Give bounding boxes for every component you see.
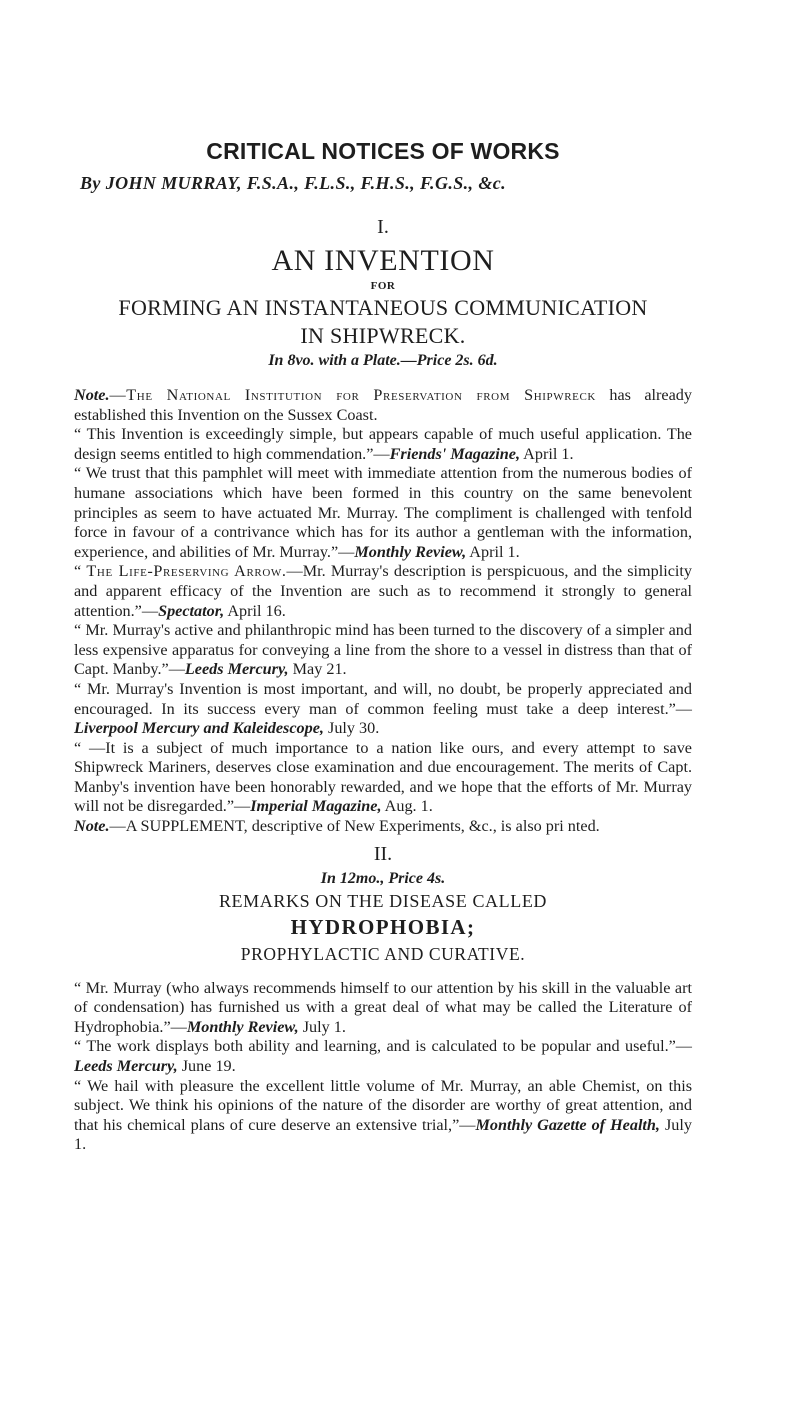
work1-subtitle-line2: IN SHIPWRECK.	[300, 323, 466, 348]
review-text: “ The work displays both ability and learning, and is calculated to be popular and useful.”—	[74, 1037, 692, 1056]
work1-subtitle-line1: FORMING AN INSTANTANEOUS COMMUNICATION	[118, 295, 648, 320]
review-date: July 1.	[298, 1017, 346, 1036]
supplement-text: —A SUPPLEMENT, descriptive of New Experiments, &c., is also pri nted.	[109, 817, 600, 836]
review-notice	[74, 425, 692, 464]
review-text: “ Mr. Murray's active and philanthropic mind has been turned to the discovery of a simpler and less expensive apparatus for conveying a line from the shore to a vessel in distress than that of Capt. Manby.”—	[74, 621, 692, 679]
review-text: “ We trust that this pamphlet will meet with immediate attention from the numerous bodies of humane associations which have been formed in this country on the same benevolent principles as seem to have actuated Mr. Murray. The compliment is challenged with tenfold force in favour of a contrivance which has for its author a gentleman with the information, experience, and abilities of Mr. Murray.”—	[74, 464, 692, 561]
review-source: Spectator,	[158, 601, 225, 620]
review-source: Imperial Magazine,	[250, 797, 382, 816]
review-text: “ This Invention is exceedingly simple, but appears capable of much useful application. The design seems entitled to high commendation.”—	[74, 425, 692, 463]
review-text: “ —It is a subject of much importance to a nation like ours, and every attempt to save Shipwreck Mariners, deserves close examination and due encouragement. The merits of Capt. Manby's invention have been honorably rewarded, and we hope that the efforts of Mr. Murray will not be disregarded.”—	[74, 738, 692, 816]
author-byline: By JOHN MURRAY, F.S.A., F.L.S., F.H.S., F.G.S., &c.	[80, 173, 507, 193]
review-text: “ Mr. Murray (who always recommends himself to our attention by his skill in the valuable art of condensation) has furnished us with a great deal of what may be called the Literature of Hydrophobia.”—	[74, 978, 692, 1036]
supplement-note	[74, 817, 692, 837]
review-source: Friends' Magazine,	[389, 444, 521, 463]
review-notice	[74, 464, 692, 562]
work2-title-line3: PROPHYLACTIC AND CURATIVE.	[240, 943, 526, 964]
review-source: Monthly Review,	[186, 1017, 299, 1036]
review-notice	[74, 1077, 692, 1155]
review-notice	[74, 562, 692, 621]
review-source: Monthly Review,	[354, 542, 467, 561]
review-text: —Mr. Murray's description is perspicuous, and the simplicity and apparent efficacy of the Invention are such as to recommend it strongly to general attention.”—	[74, 562, 693, 620]
review-date: May 21.	[288, 660, 347, 679]
note-text: has already established this Invention on the Sussex Coast.	[74, 386, 692, 424]
page-content	[74, 138, 692, 1155]
review-date: April 16.	[224, 601, 286, 620]
review-notice	[74, 621, 692, 680]
review-source: Leeds Mercury,	[184, 660, 289, 679]
supplement-label: Note.	[74, 817, 110, 836]
review-text: “ Mr. Murray's Invention is most important, and will, no doubt, be properly appreciated and encouraged. In its success every man of common feeling must take a deep interest.”—	[74, 679, 692, 718]
work2-title-line2: HYDROPHOBIA;	[290, 914, 476, 939]
review-date: April 1.	[520, 444, 574, 463]
review-date: June 19.	[177, 1057, 236, 1076]
review-source: Leeds Mercury,	[74, 1057, 178, 1076]
review-date: July 30.	[323, 719, 380, 738]
review-notice	[74, 680, 692, 739]
work1-note	[74, 386, 692, 425]
section-numeral-2: II.	[373, 842, 393, 865]
work1-title: AN INVENTION	[271, 244, 495, 277]
review-notice	[74, 1037, 692, 1076]
work1-for: FOR	[370, 280, 396, 292]
page-title: CRITICAL NOTICES OF WORKS	[206, 138, 560, 164]
review-source: Monthly Gazette of Health,	[475, 1115, 660, 1134]
note-label: Note.	[74, 386, 110, 404]
review-date: Aug. 1.	[381, 797, 433, 816]
work2-publication-info: In 12mo., Price 4s.	[320, 869, 446, 887]
review-date: July 1.	[74, 1115, 692, 1154]
review-notice	[74, 739, 692, 817]
review-date: April 1.	[466, 542, 520, 561]
review-notice	[74, 979, 692, 1038]
review-text: “ We hail with pleasure the excellent little volume of Mr. Murray, an able Chemist, on this subject. We think his opinions of the nature of the disorder are worthy of great attention, and that his chemical plans of cure deserve an extensive trial,”—	[74, 1076, 692, 1134]
review-heading: The Life-Preserving Arrow.	[86, 562, 287, 581]
section-numeral-1: I.	[377, 216, 389, 238]
review-source: Liverpool Mercury and Kaleidescope,	[74, 719, 324, 738]
work1-publication-info: In 8vo. with a Plate.—Price 2s. 6d.	[268, 352, 498, 369]
review-quote-mark: “	[74, 562, 87, 581]
work2-title-line1: REMARKS ON THE DISEASE CALLED	[218, 890, 548, 911]
note-institution: —The National Institution for Preservation from Shipwreck	[109, 386, 596, 404]
